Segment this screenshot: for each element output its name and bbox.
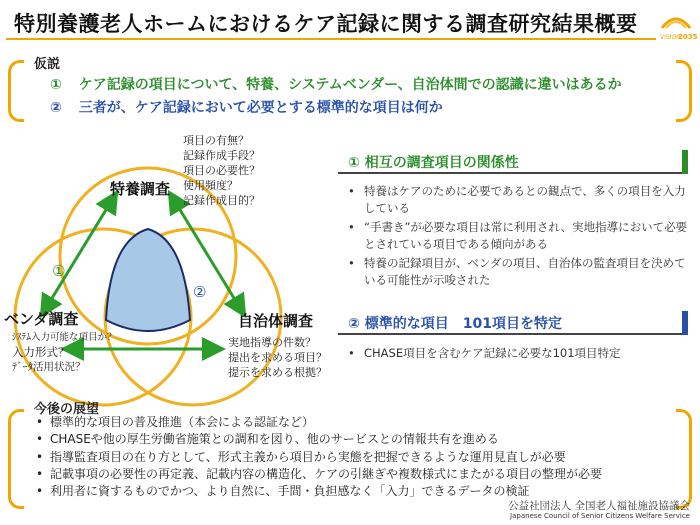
hypothesis-item-1 (50, 74, 622, 94)
tokuyo-question: 使用頻度？ (183, 179, 238, 192)
jichitai-question-list (228, 335, 327, 380)
vendor-question: ｼｽﾃﾑ入力可能な項目か？ (12, 332, 117, 343)
tokuyo-question: 項目の有無？ (183, 134, 249, 147)
outlook-item: • CHASEや他の厚生労働省施策との調和を図り、他のサービスとの情報共有を進める (30, 431, 680, 448)
outlook-list (30, 414, 680, 500)
tokuyo-question: 項目の必要性？ (183, 164, 260, 177)
section-1-bullet: • “手書き”が必要な項目は常に利用され、実地指導において必要とされている項目である傾向がある (344, 219, 690, 253)
tokuyo-question-list (183, 133, 260, 208)
hypothesis-item-1-num: ① (50, 77, 62, 93)
jichitai-question: 実地指導の件数？ (228, 336, 316, 349)
svg-text:2035: 2035 (678, 33, 698, 41)
hypothesis-item-2 (50, 97, 443, 117)
hypothesis-item-1-text: ケア記録の項目について、特養、システムベンダー、自治体間での認識に違いはあるか (78, 77, 622, 93)
diagram-mark-2: ② (193, 283, 207, 301)
jichitai-question: 提示を求める根拠？ (228, 366, 327, 379)
jichitai-question: 提出を求める項目？ (228, 351, 327, 364)
page-title: 特別養護老人ホームにおけるケア記録に関する調査研究結果概要 (14, 12, 638, 36)
page-header (0, 0, 700, 44)
outlook-label: 今後の展望 (34, 402, 100, 417)
hypothesis-bracket-left (8, 60, 24, 122)
section-1-title: ① 相互の調査項目の関係性 (348, 155, 519, 171)
tokuyo-question: 記録作成目的？ (183, 194, 260, 207)
section-1-bullet: • 特養の記録項目が、ベンダの項目、自治体の監査項目を決めている可能性が示唆された (344, 255, 690, 289)
node-label-jichitai: 自治体調査 (238, 312, 314, 330)
section-2-bullet: • CHASE項目を含むケア記録に必要な101項目特定 (344, 345, 690, 362)
outlook-bracket-left (8, 409, 24, 509)
section-1-accent-bar (682, 150, 688, 174)
title-underline (6, 38, 656, 40)
survey-venn-diagram (0, 130, 350, 400)
hypothesis-item-2-text: 三者が、ケア記録において必要とする標準的な項目は何か (78, 100, 443, 116)
vision-2035-logo-icon (658, 8, 698, 44)
section-1-bullets (344, 183, 690, 291)
node-label-tokuyo: 特養調査 (110, 180, 171, 198)
outlook-item: • 記載事項の必要性の再定義、記載内容の構造化、ケアの引継ぎや複数様式にまたがる項目の整理が必要 (30, 466, 680, 483)
section-2-heading (338, 311, 688, 335)
footer-organization-en: Japanese Council of Senior Citizens Welfare Service (510, 512, 690, 520)
node-label-vendor: ベンダ調査 (4, 310, 79, 328)
tokuyo-question: 記録作成手段？ (183, 149, 260, 162)
section-1-heading (338, 150, 688, 174)
vendor-question: 入力形式？ (12, 345, 70, 359)
section-1-bullet: • 特養はケアのために必要であるとの観点で、多くの項目を入力している (344, 183, 690, 217)
outlook-item: • 指導監査項目の在り方として、形式主義から項目から実態を把握できるような運用見直しが必要 (30, 449, 680, 466)
footer-organization: 公益社団法人 全国老人福祉施設協議会 (508, 500, 690, 512)
arrow-tokuyo-vendor (46, 200, 112, 308)
hypothesis-item-2-num: ② (50, 100, 62, 116)
svg-text:VISION: VISION (660, 34, 681, 41)
section-2-title: ② 標準的な項目 101項目を特定 (348, 316, 562, 332)
outlook-item: • 利用者に資するものでかつ、より自然に、手間・負担感なく「入力」できるデータの検証 (30, 483, 680, 500)
hypothesis-bracket-right (676, 60, 692, 122)
section-2-bullets (344, 345, 690, 364)
venn-center-overlap (106, 229, 190, 331)
diagram-mark-1: ① (52, 262, 66, 280)
hypothesis-label: 仮説 (34, 57, 61, 72)
vendor-question: ﾃﾞｰﾀ活用状況？ (12, 361, 86, 373)
outlook-item: • 標準的な項目の普及推進（本会による認証など） (30, 414, 680, 431)
section-2-accent-bar (682, 311, 688, 335)
vendor-question-list (12, 330, 117, 375)
